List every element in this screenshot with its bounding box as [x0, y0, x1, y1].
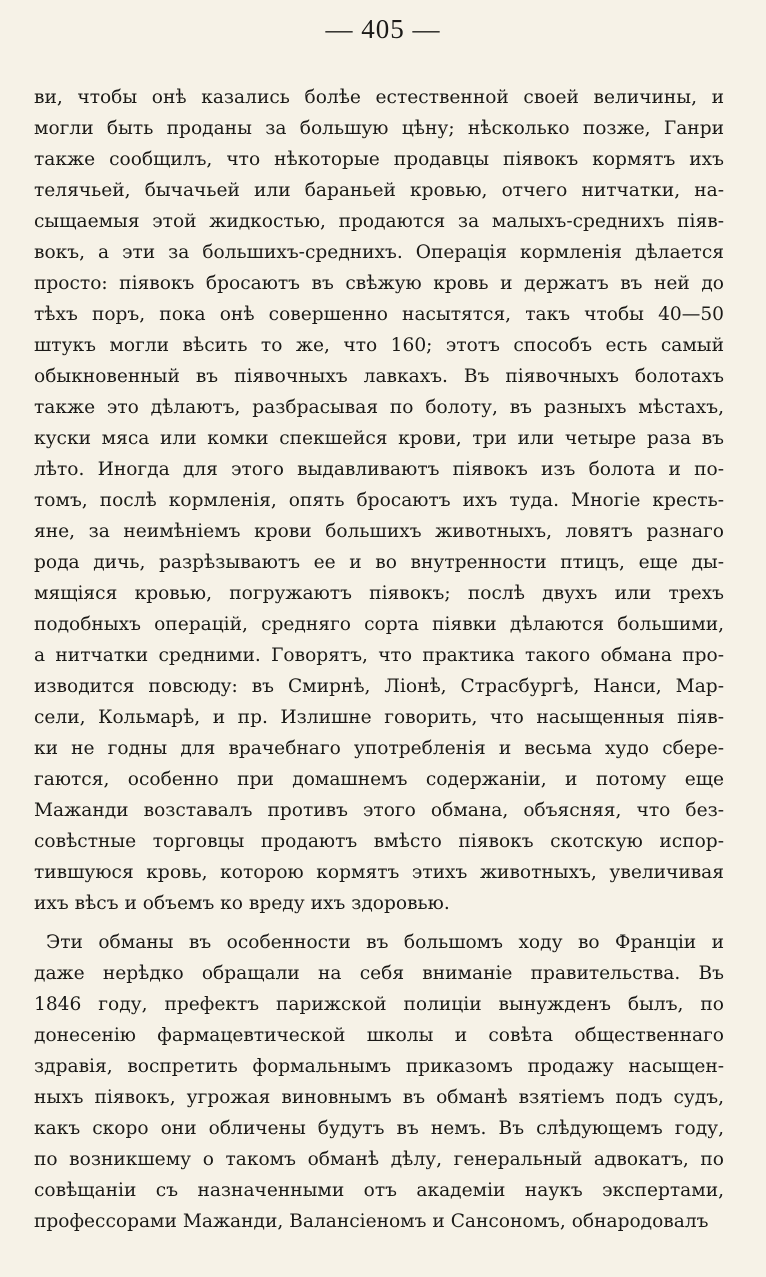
paragraph-2: [34, 927, 724, 1237]
paragraph-1: [34, 82, 724, 919]
text-line: рода дичь, разрѣзываютъ ее и во внутренности птицъ, еще ды-: [34, 552, 724, 573]
text-line: обыкновенный въ піявочныхъ лавкахъ. Въ піявочныхъ болотахъ: [34, 366, 724, 387]
text-line: яне, за неимѣніемъ крови большихъ животныхъ, ловятъ разнаго: [34, 521, 724, 542]
text-line: также сообщилъ, что нѣкоторые продавцы піявокъ кормятъ ихъ: [34, 149, 724, 170]
text-line: какъ скоро они обличены будутъ въ немъ. Въ слѣдующемъ году,: [34, 1118, 724, 1139]
text-line: Эти обманы въ особенности въ большомъ ходу во Франціи и: [46, 932, 724, 953]
text-line: профессорами Мажанди, Валансіеномъ и Сансономъ, обнародовалъ: [34, 1211, 709, 1232]
text-line: ихъ вѣсъ и объемъ ко вреду ихъ здоровью.: [34, 893, 450, 914]
text-line: гаются, особенно при домашнемъ содержаніи, и потому еще: [34, 769, 724, 790]
text-line: совѣстные торговцы продаютъ вмѣсто піявокъ скотскую испор-: [34, 831, 724, 852]
text-line: по возникшему о такомъ обманѣ дѣлу, генеральный адвокатъ, по: [34, 1149, 724, 1170]
text-line: тившуюся кровь, которою кормятъ этихъ животныхъ, увеличивая: [34, 862, 724, 883]
text-line: даже нерѣдко обращали на себя вниманіе правительства. Въ: [34, 963, 724, 984]
text-line: ки не годны для врачебнаго употребленія и весьма худо сбере-: [34, 738, 724, 759]
text-line: могли быть проданы за большую цѣну; нѣсколько позже, Ганри: [34, 118, 724, 139]
body-text: [34, 82, 724, 1237]
text-line: мящіяся кровью, погружаютъ піявокъ; послѣ двухъ или трехъ: [34, 583, 724, 604]
text-line: ныхъ піявокъ, угрожая виновнымъ въ обманѣ взятіемъ подъ судъ,: [34, 1087, 724, 1108]
text-line: донесенію фармацевтической школы и совѣта общественнаго: [34, 1025, 724, 1046]
text-line: куски мяса или комки спекшейся крови, три или четыре раза въ: [34, 428, 724, 449]
text-line: совѣщаніи съ назначенными отъ академіи наукъ экспертами,: [34, 1180, 724, 1201]
text-line: также это дѣлаютъ, разбрасывая по болоту, въ разныхъ мѣстахъ,: [34, 397, 724, 418]
text-line: здравія, воспретить формальнымъ приказомъ продажу насыщен-: [34, 1056, 724, 1077]
text-line: ви, чтобы онѣ казались болѣе естественной своей величины, и: [34, 87, 724, 108]
text-line: тѣхъ поръ, пока онѣ совершенно насытятся, такъ чтобы 40—50: [34, 304, 724, 325]
text-line: 1846 году, префектъ парижской полиціи вынужденъ былъ, по: [34, 994, 724, 1015]
page-number: — 405 —: [325, 14, 441, 44]
text-line: телячьей, бычачьей или бараньей кровью, отчего нитчатки, на-: [34, 180, 724, 201]
text-line: подобныхъ операцій, средняго сорта піявки дѣлаются большими,: [34, 614, 724, 635]
text-line: томъ, послѣ кормленія, опять бросаютъ ихъ туда. Многіе кресть-: [34, 490, 724, 511]
text-line: сыщаемыя этой жидкостью, продаются за малыхъ-среднихъ піяв-: [34, 211, 724, 232]
text-line: просто: піявокъ бросаютъ въ свѣжую кровь и держатъ въ ней до: [34, 273, 724, 294]
text-line: лѣто. Иногда для этого выдавливаютъ піявокъ изъ болота и по-: [34, 459, 724, 480]
text-line: изводится повсюду: въ Смирнѣ, Ліонѣ, Страсбургѣ, Нанси, Мар-: [34, 676, 724, 697]
text-line: вокъ, а эти за большихъ-среднихъ. Операція кормленія дѣлается: [34, 242, 724, 263]
text-line: а нитчатки средними. Говорятъ, что практика такого обмана про-: [34, 645, 724, 666]
text-line: Мажанди возставалъ противъ этого обмана, объясняя, что без-: [34, 800, 724, 821]
text-line: штукъ могли вѣсить то же, что 160; этотъ способъ есть самый: [34, 335, 724, 356]
text-line: сели, Кольмарѣ, и пр. Излишне говорить, что насыщенныя піяв-: [34, 707, 724, 728]
